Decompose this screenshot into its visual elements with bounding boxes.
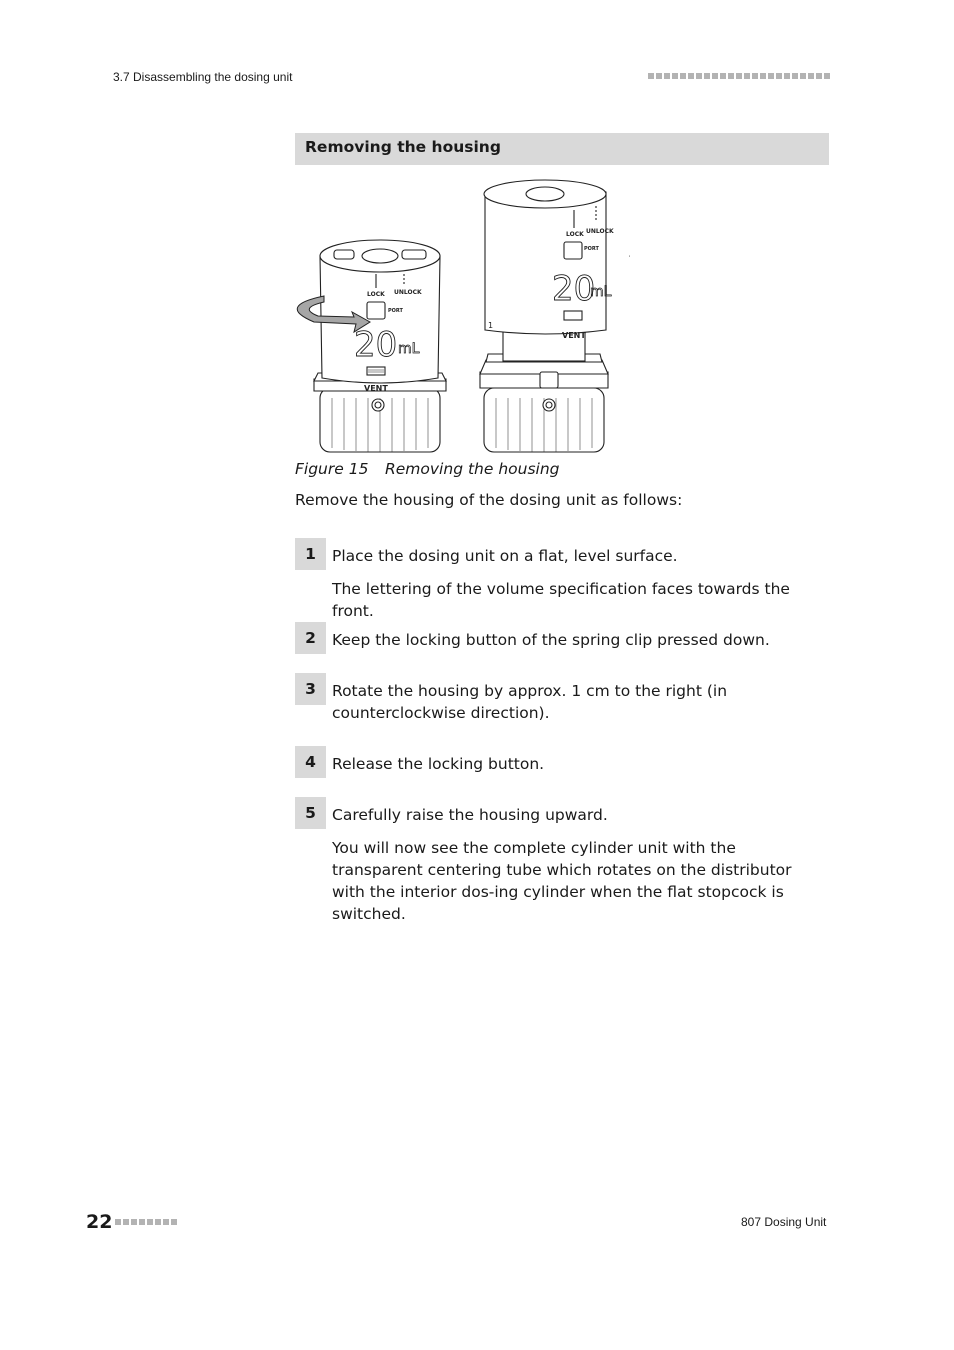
running-header-section: 3.7 Disassembling the dosing unit xyxy=(113,70,293,84)
svg-text:1: 1 xyxy=(488,321,494,330)
footer-product-name: 807 Dosing Unit xyxy=(741,1215,827,1229)
right-lock-label: LOCK xyxy=(566,231,584,238)
page-number: 22 xyxy=(86,1211,113,1233)
step-text: Rotate the housing by approx. 1 cm to the right (in counterclockwise direction). xyxy=(332,682,728,722)
step-text: Release the locking button. xyxy=(332,755,545,773)
step-number: 1 xyxy=(295,538,326,570)
footer-decoration xyxy=(115,1219,177,1225)
step-text: Carefully raise the housing upward. xyxy=(332,806,608,824)
right-port-label: PORT xyxy=(584,246,599,252)
right-dosing-unit xyxy=(480,180,608,452)
section-heading-bar xyxy=(295,133,829,165)
intro-text: Remove the housing of the dosing unit as follows: xyxy=(295,491,683,509)
left-unlock-label: UNLOCK xyxy=(394,289,422,296)
step-number: 3 xyxy=(295,673,326,705)
figure-caption xyxy=(295,460,560,478)
step-subtext: You will now see the complete cylinder unit with the transparent centering tube which rotates on the distributor with the interior dos-ing cylinder when the flat stopcock is switched. xyxy=(332,839,792,923)
section-title: Removing the housing xyxy=(305,138,501,156)
right-vent-label: VENT xyxy=(562,331,586,340)
right-unit: mL xyxy=(590,284,612,300)
left-lock-label: LOCK xyxy=(367,291,385,298)
step-number: 4 xyxy=(295,746,326,778)
step-number: 2 xyxy=(295,622,326,654)
left-vent-label: VENT xyxy=(364,384,388,393)
right-volume: 20 xyxy=(552,269,596,309)
step-text: Keep the locking button of the spring clip pressed down. xyxy=(332,631,770,649)
left-unit: mL xyxy=(398,341,420,357)
figure-illustration xyxy=(290,176,630,458)
right-unlock-label: UNLOCK xyxy=(586,228,614,235)
step-subtext: The lettering of the volume specification faces towards the front. xyxy=(332,580,790,620)
step-number: 5 xyxy=(295,797,326,829)
left-volume: 20 xyxy=(354,325,398,365)
left-port-label: PORT xyxy=(388,308,403,314)
figure-title: Removing the housing xyxy=(385,460,560,478)
figure-number: Figure 15 xyxy=(295,460,369,478)
step-text: Place the dosing unit on a flat, level surface. xyxy=(332,547,678,565)
header-decoration xyxy=(648,73,830,79)
